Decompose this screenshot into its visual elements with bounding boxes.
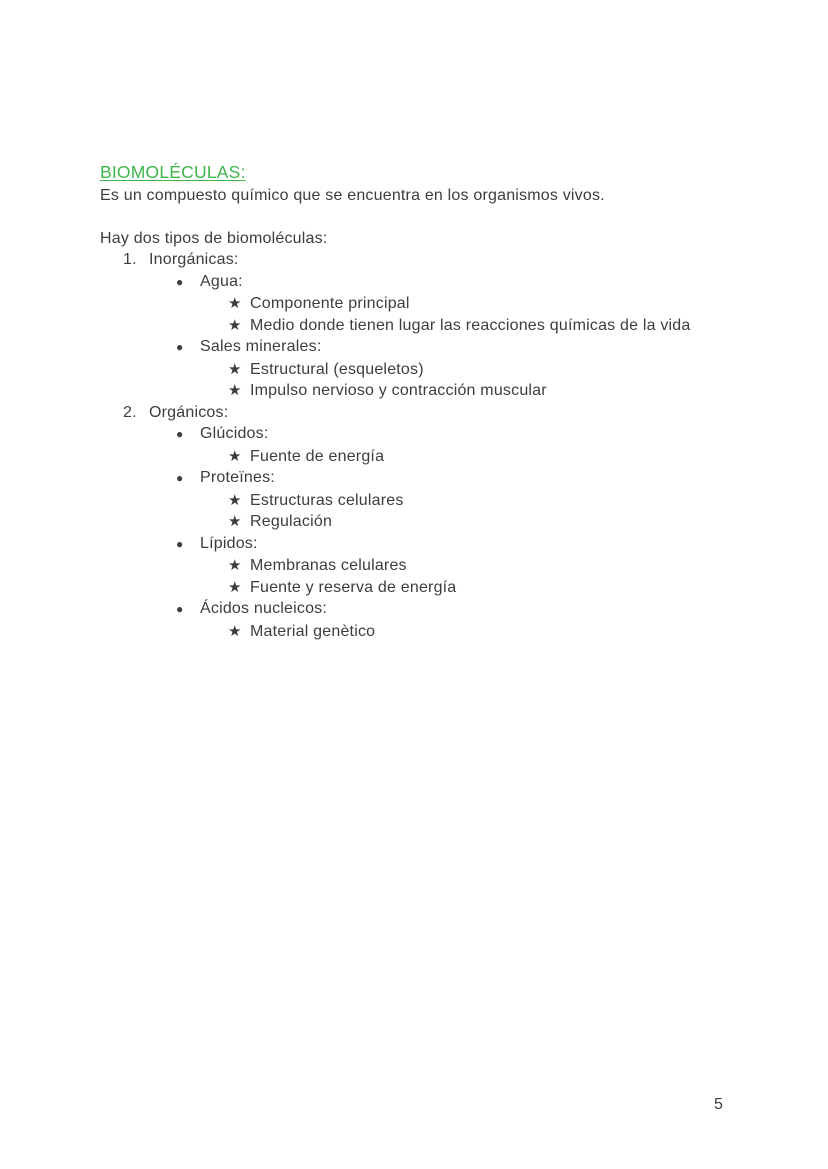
star-icon: ★	[228, 382, 242, 399]
star-item-text: Estructural (esqueletos)	[250, 360, 424, 378]
bullet-dot-icon: ●	[176, 536, 184, 551]
bullet-item	[176, 336, 742, 359]
star-item	[228, 490, 742, 512]
star-item	[228, 511, 742, 533]
bullet-item	[176, 423, 742, 446]
bullet-dot-icon: ●	[176, 471, 184, 485]
star-icon: ★	[228, 295, 242, 312]
star-item	[228, 359, 742, 381]
star-icon: ★	[228, 578, 242, 596]
star-icon: ★	[228, 360, 242, 378]
star-item	[228, 446, 742, 468]
star-icon: ★	[228, 491, 242, 509]
bullet-item-label: Proteïnes:	[200, 469, 275, 486]
star-item-text: Impulso nervioso y contracción muscular	[250, 382, 547, 399]
star-item	[228, 555, 742, 577]
star-item-text: Regulación	[250, 513, 333, 530]
page-title: BIOMOLÉCULAS:	[100, 162, 246, 182]
bullet-item	[176, 598, 742, 621]
bullet-dot-icon: ●	[176, 274, 184, 289]
bullet-item	[176, 467, 742, 490]
bullet-dot-icon: ●	[176, 427, 184, 441]
list-number: 1.	[123, 251, 137, 268]
numbered-item-label: Orgánicos:	[149, 403, 229, 421]
intro-text: Es un compuesto químico que se encuentra en los organismos vivos.	[100, 186, 605, 204]
document-content	[100, 162, 742, 642]
star-icon: ★	[228, 557, 242, 574]
numbered-item	[123, 249, 742, 271]
star-item-text: Fuente y reserva de energía	[250, 578, 457, 596]
star-icon: ★	[228, 316, 242, 334]
page-number: 5	[714, 1096, 723, 1113]
list-number: 2.	[123, 403, 137, 421]
bullet-item	[176, 533, 742, 556]
star-item	[228, 315, 742, 337]
star-item-text: Medio donde tienen lugar las reacciones químicas de la vida	[250, 316, 691, 334]
bullet-item-label: Glúcidos:	[200, 425, 269, 442]
star-item-text: Estructuras celulares	[250, 491, 404, 509]
star-item	[228, 380, 742, 402]
star-icon: ★	[228, 513, 242, 530]
star-item-text: Material genètico	[250, 622, 376, 640]
numbered-item	[123, 402, 742, 424]
numbered-item-label: Inorgánicas:	[149, 251, 239, 268]
bullet-item-label: Agua:	[200, 272, 243, 290]
bullet-item-label: Ácidos nucleicos:	[200, 600, 328, 617]
star-item-text: Membranas celulares	[250, 557, 407, 574]
list-heading: Hay dos tipos de biomoléculas:	[100, 229, 328, 247]
bullet-dot-icon: ●	[176, 340, 184, 354]
star-item-text: Componente principal	[250, 295, 410, 312]
bullet-item	[176, 271, 742, 294]
star-item	[228, 293, 742, 315]
star-item-text: Fuente de energía	[250, 447, 385, 465]
star-icon: ★	[228, 447, 242, 465]
bullet-item-label: Lípidos:	[200, 534, 258, 552]
star-icon: ★	[228, 622, 242, 640]
bullet-dot-icon: ●	[176, 602, 184, 616]
star-item	[228, 621, 742, 643]
bullet-item-label: Sales minerales:	[200, 338, 322, 355]
star-item	[228, 577, 742, 599]
